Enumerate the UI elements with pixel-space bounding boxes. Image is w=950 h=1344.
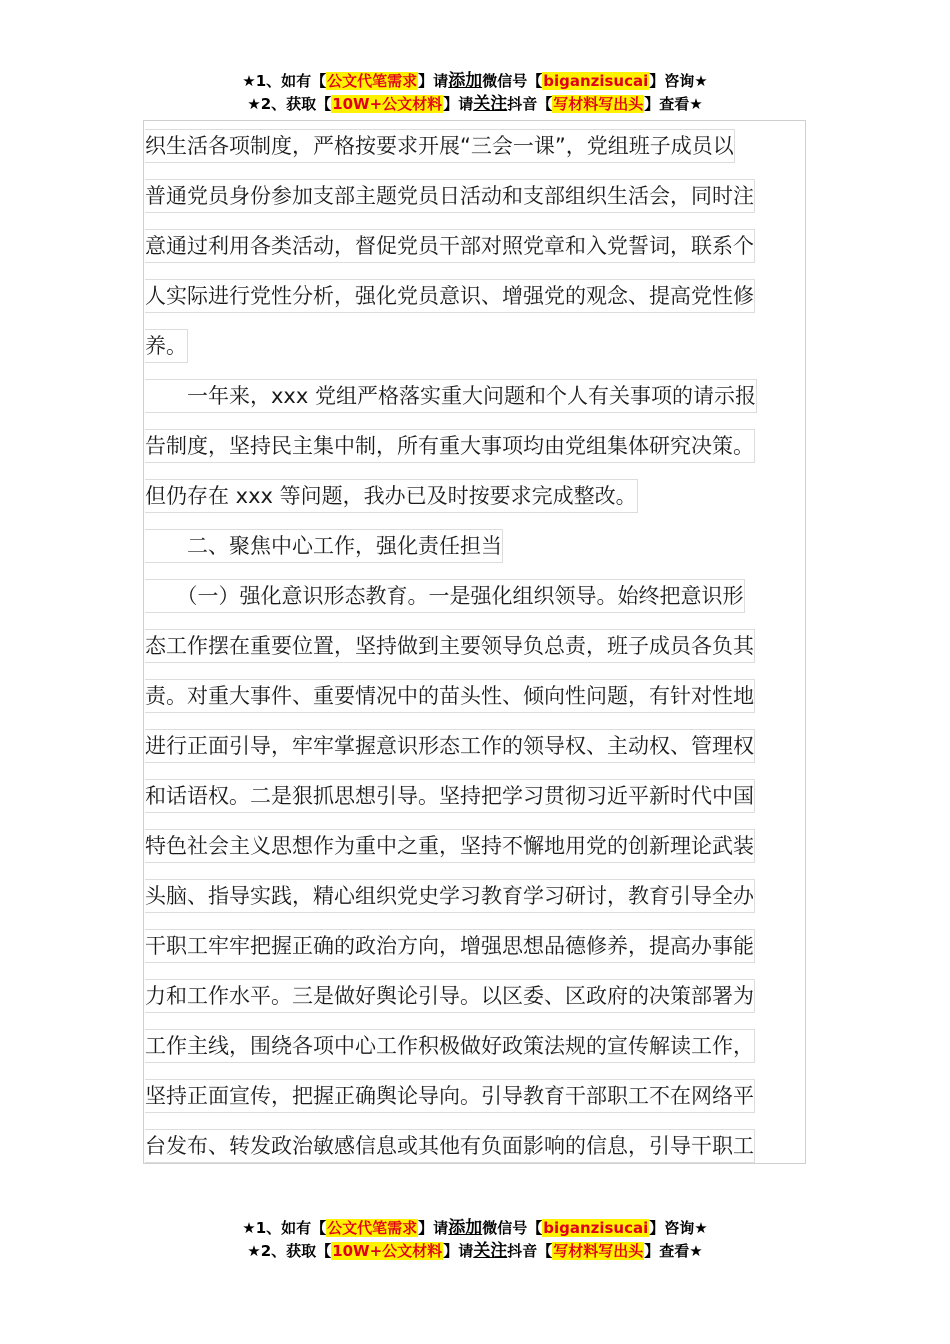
banner-text: 】咨询★ (649, 1219, 708, 1237)
text-line-content: 和话语权。二是狠抓思想引导。坚持把学习贯彻习近平新时代中国 (145, 779, 755, 813)
text-line (145, 421, 805, 471)
text-line-content: 告制度，坚持民主集中制，所有重大事项均由党组集体研究决策。 (145, 429, 755, 463)
text-line-content: 二、聚焦中心工作，强化责任担当 (145, 529, 503, 563)
banner-line-2 (0, 1240, 950, 1263)
banner-highlight: biganzisucai (543, 72, 649, 90)
banner-text: 抖音【 (507, 1242, 553, 1260)
banner-line-1 (0, 1217, 950, 1240)
text-line (145, 821, 805, 871)
banner-highlight: 公文代笔需求 (327, 1219, 418, 1237)
text-line-content: 态工作摆在重要位置，坚持做到主要领导负总责，班子成员各负其 (145, 629, 755, 663)
text-line (145, 1021, 805, 1071)
text-line-content: 坚持正面宣传，把握正确舆论导向。引导教育干部职工不在网络平 (145, 1079, 755, 1113)
text-line (145, 771, 805, 821)
text-line (145, 121, 805, 171)
text-line (145, 521, 805, 571)
text-line (145, 471, 805, 521)
banner-emphasis: 关注 (473, 94, 508, 114)
text-line (145, 971, 805, 1021)
banner-text: 】查看★ (644, 1242, 703, 1260)
banner-highlight: 写材料写出头 (553, 95, 644, 113)
banner-text: 微信号【 (482, 1219, 543, 1237)
text-line-content: 头脑、指导实践，精心组织党史学习教育学习研讨，教育引导全办 (145, 879, 755, 913)
text-line-content: 特色社会主义思想作为重中之重，坚持不懈地用党的创新理论武装 (145, 829, 755, 863)
text-line (145, 871, 805, 921)
text-line-content: 一年来，xxx 党组严格落实重大问题和个人有关事项的请示报 (145, 379, 757, 413)
text-line-content: 人实际进行党性分析，强化党员意识、增强党的观念、提高党性修 (145, 279, 755, 313)
text-line (145, 321, 805, 371)
text-line-content: 养。 (145, 329, 188, 363)
document-body (145, 121, 805, 1171)
banner-highlight: 10W+公文材料 (332, 1242, 443, 1260)
text-line (145, 221, 805, 271)
text-line-content: 进行正面引导，牢牢掌握意识形态工作的领导权、主动权、管理权 (145, 729, 755, 763)
banner-text: ★1、如有【 (242, 72, 327, 90)
text-line-content: 台发布、转发政治敏感信息或其他有负面影响的信息，引导干职工 (145, 1129, 755, 1163)
text-line (145, 621, 805, 671)
banner-text: 】请 (443, 95, 474, 113)
banner-text: ★1、如有【 (242, 1219, 327, 1237)
banner-highlight: 写材料写出头 (553, 1242, 644, 1260)
banner-line-1 (0, 70, 950, 93)
top-banner (0, 70, 950, 116)
banner-emphasis: 关注 (473, 1241, 508, 1261)
text-line-content: （一）强化意识形态教育。一是强化组织领导。始终把意识形 (145, 579, 745, 613)
text-line-content: 但仍存在 xxx 等问题，我办已及时按要求完成整改。 (145, 479, 638, 513)
banner-emphasis: 添加 (448, 71, 483, 91)
banner-text: ★2、获取【 (247, 1242, 332, 1260)
banner-emphasis: 添加 (448, 1218, 483, 1238)
banner-text: 】请 (418, 72, 449, 90)
text-line (145, 1121, 805, 1171)
text-line-content: 织生活各项制度，严格按要求开展“三会一课”，党组班子成员以 (145, 129, 735, 163)
text-line (145, 921, 805, 971)
text-line-content: 干职工牢牢把握正确的政治方向，增强思想品德修养，提高办事能 (145, 929, 755, 963)
text-line (145, 171, 805, 221)
banner-highlight: biganzisucai (543, 1219, 649, 1237)
text-line-content: 工作主线，围绕各项中心工作积极做好政策法规的宣传解读工作， (145, 1029, 755, 1063)
banner-highlight: 公文代笔需求 (327, 72, 418, 90)
text-line-content: 意通过利用各类活动，督促党员干部对照党章和入党誓词，联系个 (145, 229, 755, 263)
text-line-content: 责。对重大事件、重要情况中的苗头性、倾向性问题，有针对性地 (145, 679, 755, 713)
text-line (145, 721, 805, 771)
bottom-banner (0, 1217, 950, 1263)
text-line-content: 力和工作水平。三是做好舆论引导。以区委、区政府的决策部署为 (145, 979, 755, 1013)
banner-text: 抖音【 (507, 95, 553, 113)
banner-text: 】查看★ (644, 95, 703, 113)
text-line-content: 普通党员身份参加支部主题党员日活动和支部组织生活会，同时注 (145, 179, 755, 213)
banner-text: ★2、获取【 (247, 95, 332, 113)
text-line (145, 371, 805, 421)
banner-text: 】咨询★ (649, 72, 708, 90)
text-line (145, 271, 805, 321)
banner-text: 】请 (443, 1242, 474, 1260)
banner-highlight: 10W+公文材料 (332, 95, 443, 113)
banner-text: 】请 (418, 1219, 449, 1237)
text-line (145, 571, 805, 621)
text-line (145, 671, 805, 721)
text-line (145, 1071, 805, 1121)
banner-text: 微信号【 (482, 72, 543, 90)
banner-line-2 (0, 93, 950, 116)
